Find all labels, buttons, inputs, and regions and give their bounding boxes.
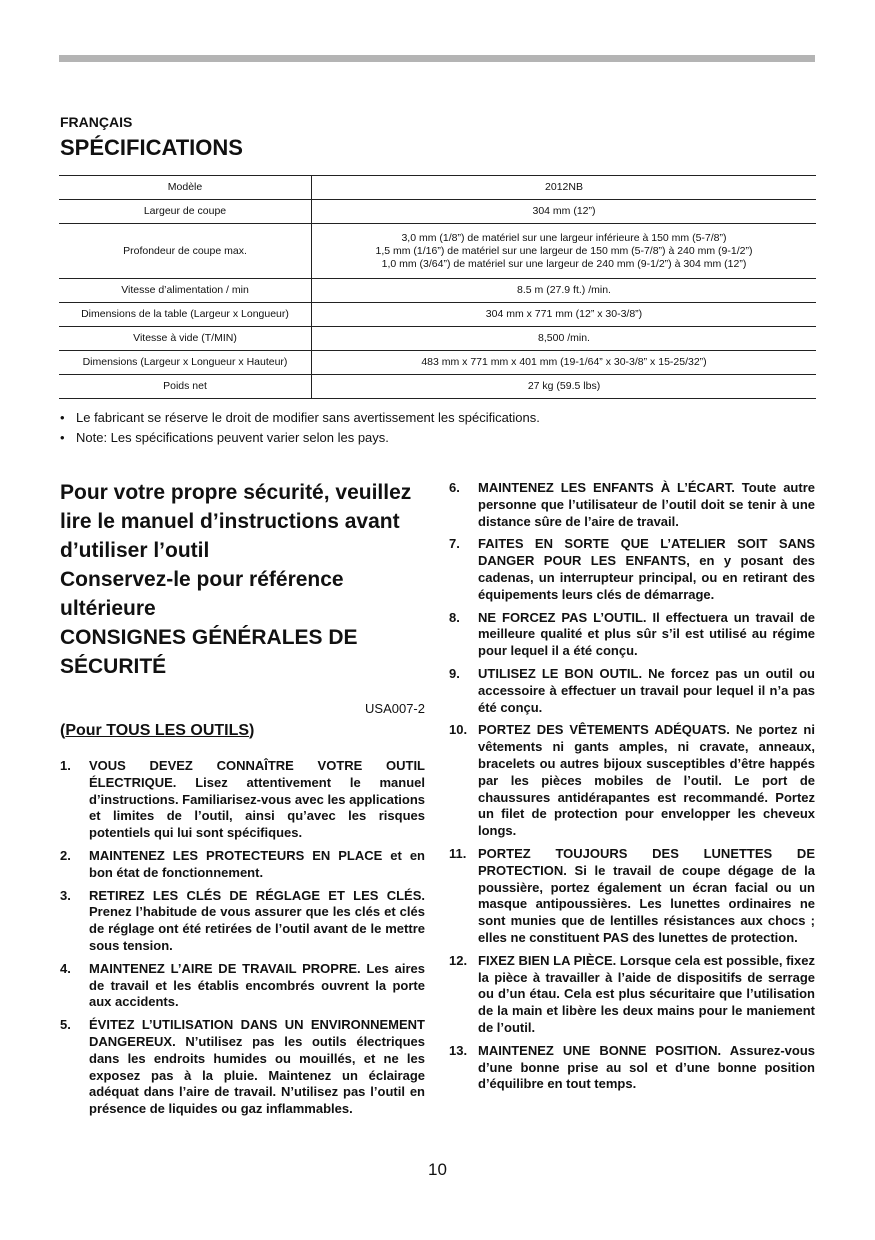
rule-text: VOUS DEVEZ CONNAÎTRE VOTRE OUTIL ÉLECTRIQUE. Lisez attentivement le manuel d’instructions. Familiarisez-vous avec les applications et limites de l’outil, ainsi qu’avec les risques potentiels qui lui sont spécifiques. (89, 758, 425, 841)
paren-open: ( (60, 722, 66, 739)
rule-text: MAINTENEZ L’AIRE DE TRAVAIL PROPRE. Les aires de travail et les établis encombrés ouvrent la porte aux accidents. (89, 960, 425, 1010)
rule-text: FIXEZ BIEN LA PIÈCE. Lorsque cela est possible, fixez la pièce à travailler à l’aide de dispositifs de serrage ou d’un étau. Cela est plus sécuritaire que l’utilisation de la main et libère les deux mains pour le maniement de l’outil. (478, 952, 815, 1035)
note-text: Le fabricant se réserve le droit de modifier sans avertissement les spécifications. (76, 410, 540, 425)
rule-number: 4. (60, 960, 71, 976)
spec-notes (60, 409, 540, 449)
rule-text: PORTEZ TOUJOURS DES LUNETTES DE PROTECTION. Si le travail de coupe dégage de la poussière, portez également un écran facial ou un masque antipoussières. Les lunettes ordinaires ne sont munies que de lentilles résistances aux chocs ; elles ne constituent PAS des lunettes de protection. (478, 845, 815, 945)
for-all-tools-subheading (60, 722, 425, 740)
rule-number: 13. (449, 1042, 468, 1058)
table-row (59, 176, 816, 200)
list-item (60, 848, 425, 882)
rule-number: 5. (60, 1017, 71, 1033)
rule-number: 12. (449, 952, 468, 968)
spec-label: Poids net (59, 375, 312, 399)
spec-value-line: 1,0 mm (3/64”) de matériel sur une largeur de 240 mm (9-1/2”) à 304 mm (12”) (381, 257, 747, 270)
list-item (449, 536, 815, 603)
heading-line: lire le manuel d’instructions avant (60, 510, 400, 533)
heading-line: d’utiliser l’outil (60, 539, 210, 562)
spec-label: Vitesse à vide (T/MIN) (59, 327, 312, 351)
spec-value-multiline (312, 224, 817, 279)
top-divider-bar (59, 55, 815, 62)
list-item (449, 953, 815, 1037)
specifications-title: SPÉCIFICATIONS (60, 135, 243, 160)
paren-close: ) (249, 722, 255, 739)
list-item (60, 961, 425, 1011)
rule-text: MAINTENEZ LES ENFANTS À L’ÉCART. Toute autre personne que l’utilisateur de l’outil doit se tenir à une distance sûre de l’aire de travail. (478, 480, 815, 529)
list-item (449, 610, 815, 660)
safety-heading (60, 478, 425, 681)
rule-text: MAINTENEZ UNE BONNE POSITION. Assurez-vous d’une bonne prise au sol et d’une bonne position d’équilibre en tout temps. (478, 1042, 815, 1092)
heading-line: Pour votre propre sécurité, veuillez (60, 481, 412, 504)
rule-text: RETIREZ LES CLÉS DE RÉGLAGE ET LES CLÉS. Prenez l’habitude de vous assurer que les clés et clés de réglage ont été retirées de l’outil avant de le mettre sous tension. (89, 887, 425, 953)
rule-number: 7. (449, 536, 460, 552)
list-item (60, 1017, 425, 1118)
language-label: FRANÇAIS (60, 114, 133, 130)
list-item (60, 888, 425, 955)
spec-value: 8.5 m (27.9 ft.) /min. (312, 279, 817, 303)
rule-text: PORTEZ DES VÊTEMENTS ADÉQUATS. Ne portez ni vêtements ni gants amples, ni cravate, anneaux, bracelets ou autres bijoux susceptibles d’être happés par les pièces mobiles de l’outil. Le port de chaussures antidérapantes est recommandé. Portez un filet de protection pour envelopper les cheveux longs. (478, 722, 815, 839)
spec-value: 304 mm x 771 mm (12” x 30-3/8”) (312, 303, 817, 327)
spec-value: 304 mm (12”) (312, 200, 817, 224)
list-item (60, 409, 540, 429)
spec-value: 2012NB (312, 176, 817, 200)
table-row (59, 327, 816, 351)
bullet: • (60, 430, 65, 445)
spec-label: Profondeur de coupe max. (59, 224, 312, 279)
rule-text: MAINTENEZ LES PROTECTEURS EN PLACE et en bon état de fonctionnement. (89, 847, 425, 880)
page-number: 10 (428, 1160, 447, 1179)
note-text: Note: Les spécifications peuvent varier selon les pays. (76, 430, 389, 445)
document-code: USA007-2 (365, 701, 425, 716)
spec-value: 27 kg (59.5 lbs) (312, 375, 817, 399)
rule-number: 9. (449, 665, 460, 681)
heading-line: SÉCURITÉ (60, 655, 167, 678)
spec-label: Modèle (59, 176, 312, 200)
spec-label: Dimensions (Largeur x Longueur x Hauteur) (59, 351, 312, 375)
left-column (60, 478, 425, 1124)
rule-number: 3. (60, 887, 71, 903)
heading-line: Conservez-le pour référence (60, 568, 344, 591)
spec-value: 8,500 /min. (312, 327, 817, 351)
spec-label: Largeur de coupe (59, 200, 312, 224)
table-row (59, 279, 816, 303)
rule-number: 8. (449, 609, 460, 625)
table-row (59, 200, 816, 224)
list-item (449, 1043, 815, 1093)
list-item (449, 666, 815, 716)
rule-text: UTILISEZ LE BON OUTIL. Ne forcez pas un outil ou accessoire à effectuer un travail pour lequel il n’a pas été conçu. (478, 665, 815, 715)
rule-text: FAITES EN SORTE QUE L’ATELIER SOIT SANS DANGER POUR LES ENFANTS, en y posant des cadenas, un interrupteur principal, ou en retirant des équipements leurs clés de démarrage. (478, 536, 815, 602)
spec-value: 483 mm x 771 mm x 401 mm (19-1/64” x 30-3/8” x 15-25/32”) (312, 351, 817, 375)
right-column (449, 480, 815, 1099)
heading-line: ultérieure (60, 597, 156, 620)
rule-number: 11. (449, 845, 467, 861)
spec-label: Dimensions de la table (Largeur x Longueur) (59, 303, 312, 327)
heading-line: CONSIGNES GÉNÉRALES DE (60, 626, 358, 649)
list-item (60, 429, 540, 449)
list-item (449, 722, 815, 840)
rule-number: 2. (60, 847, 71, 863)
table-row (59, 375, 816, 399)
rules-list-right (449, 480, 815, 1093)
bullet: • (60, 410, 65, 425)
list-item (60, 758, 425, 842)
spec-value-line: 3,0 mm (1/8”) de matériel sur une largeur inférieure à 150 mm (5-7/8”) (401, 231, 727, 244)
rule-number: 1. (60, 758, 71, 773)
list-item (449, 846, 815, 947)
table-row (59, 351, 816, 375)
rule-text: ÉVITEZ L’UTILISATION DANS UN ENVIRONNEMENT DANGEREUX. N’utilisez pas les outils électriques dans les endroits humides ou mouillés, et ne les exposez pas à la pluie. Maintenez un éclairage adéquat dans l’aire de travail. N’utilisez pas l’outil en présence de liquides ou gaz inflammables. (89, 1017, 425, 1117)
rule-number: 10. (449, 722, 468, 738)
table-row (59, 303, 816, 327)
list-item (449, 480, 815, 530)
specifications-table (59, 175, 816, 399)
rule-text: NE FORCEZ PAS L’OUTIL. Il effectuera un travail de meilleure qualité et plus sûr s’il est utilisé au régime pour lequel il a été conçu. (478, 609, 815, 659)
spec-label: Vitesse d’alimentation / min (59, 279, 312, 303)
rules-list-left (60, 758, 425, 1118)
table-row (59, 224, 816, 279)
spec-value-line: 1,5 mm (1/16”) de matériel sur une largeur de 150 mm (5-7/8”) à 240 mm (9-1/2”) (375, 244, 753, 257)
for-all-tools-text: Pour TOUS LES OUTILS (65, 722, 250, 739)
rule-number: 6. (449, 480, 460, 495)
